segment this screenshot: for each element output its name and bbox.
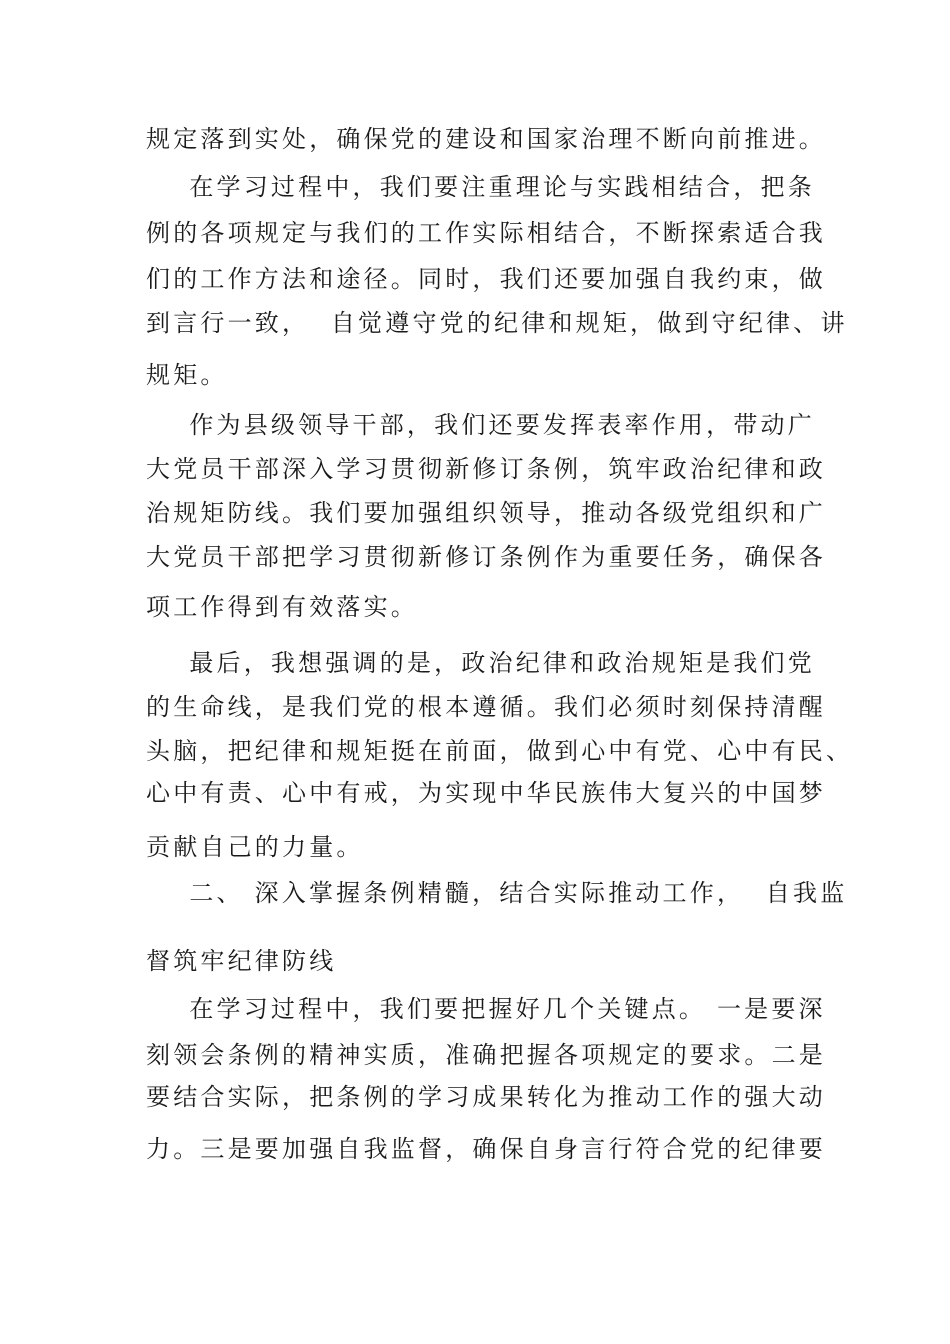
text-line: 在学习过程中，我们要注重理论与实践相结合，把条 (146, 173, 815, 201)
text-line: 要结合实际，把条例的学习成果转化为推动工作的强大动 (146, 1083, 826, 1111)
text-line: 最后，我想强调的是，政治纪律和政治规矩是我们党 (146, 649, 815, 677)
text-line: 力。三是要加强自我监督，确保自身言行符合党的纪律要 (146, 1135, 826, 1163)
text-line: 规矩。 (146, 361, 228, 389)
text-line: 大党员干部深入学习贯彻新修订条例，筑牢政治纪律和政 (146, 455, 826, 483)
text-line: 在学习过程中，我们要把握好几个关键点。 一是要深 (146, 995, 826, 1023)
text-line: 贡献自己的力量。 (146, 833, 364, 861)
text-line: 作为县级领导干部，我们还要发挥表率作用，带动广 (146, 411, 815, 439)
text-line: 头脑，把纪律和规矩挺在前面，做到心中有党、心中有民、 (146, 737, 854, 765)
text-line: 刻领会条例的精神实质，准确把握各项规定的要求。二是 (146, 1041, 826, 1069)
text-line: 们的工作方法和途径。同时，我们还要加强自我约束，做 (146, 265, 826, 293)
text-line: 的生命线，是我们党的根本遵循。我们必须时刻保持清醒 (146, 693, 826, 721)
text-line: 项工作得到有效落实。 (146, 593, 418, 621)
text-line: 例的各项规定与我们的工作实际相结合，不断探索适合我 (146, 219, 826, 247)
text-line: 心中有责、心中有戒，为实现中华民族伟大复兴的中国梦 (146, 779, 826, 807)
text-line: 大党员干部把学习贯彻新修订条例作为重要任务，确保各 (146, 543, 826, 571)
section-heading-line: 二、 深入掌握条例精髓，结合实际推动工作， 自我监 (146, 879, 848, 907)
text-line: 规定落到实处，确保党的建设和国家治理不断向前推进。 (146, 125, 826, 153)
section-heading-line: 督筑牢纪律防线 (146, 947, 337, 975)
text-line: 到言行一致， 自觉遵守党的纪律和规矩，做到守纪律、讲 (146, 309, 848, 337)
text-line: 治规矩防线。我们要加强组织领导，推动各级党组织和广 (146, 499, 826, 527)
